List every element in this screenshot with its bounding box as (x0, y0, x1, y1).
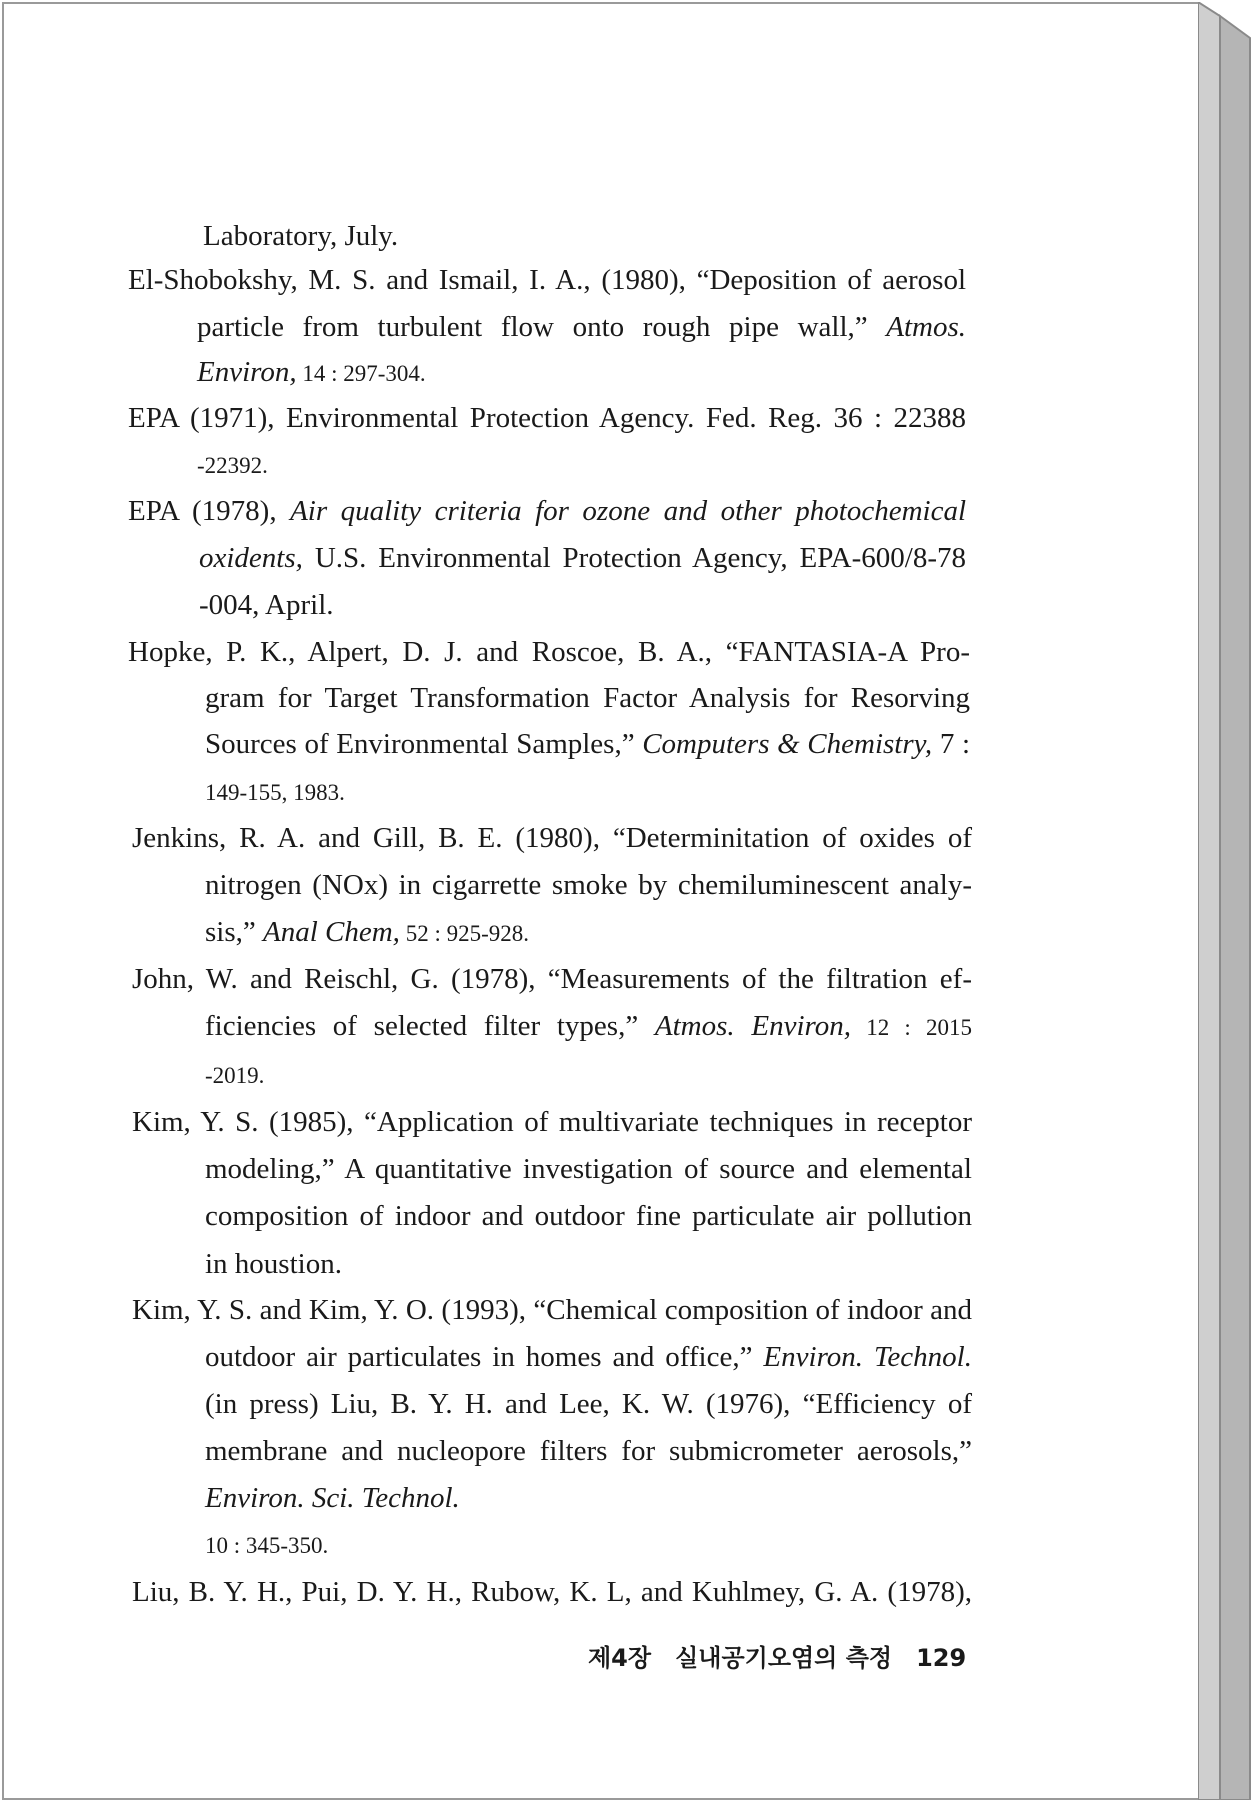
ref-line: nitrogen (NOx) in cigarrette smoke by chemiluminescent analy- (205, 869, 972, 901)
ref-line: Liu, B. Y. H., Pui, D. Y. H., Rubow, K. L, and Kuhlmey, G. A. (1978), (132, 1576, 972, 1608)
ref-line: Laboratory, July. (203, 220, 399, 252)
chapter-label: 제4장 (588, 1644, 652, 1672)
ref-line: EPA (1971), Environmental Protection Agency. Fed. Reg. 36 : 22388 (128, 402, 966, 434)
ref-line: ficiencies of selected filter types,” Atmos. Environ, 12 : 2015 (205, 1010, 973, 1042)
page-number: 129 (916, 1644, 967, 1672)
ref-line: Kim, Y. S. and Kim, Y. O. (1993), “Chemical composition of indoor and (132, 1294, 972, 1326)
ref-line: membrane and nucleopore filters for submicrometer aerosols,” (205, 1435, 972, 1467)
ref-line: Kim, Y. S. (1985), “Application of multivariate techniques in receptor (132, 1106, 972, 1138)
ref-line: particle from turbulent flow onto rough pipe wall,” Atmos. (197, 311, 966, 343)
ref-line: Environ, 14 : 297-304. (197, 356, 426, 388)
ref-line: Environ. Sci. Technol. (205, 1482, 460, 1514)
ref-line: modeling,” A quantitative investigation of source and elemental (205, 1153, 972, 1185)
page-footer (588, 1638, 990, 1673)
ref-line: 149-155, 1983. (205, 780, 345, 805)
ref-line: John, W. and Reischl, G. (1978), “Measurements of the filtration ef- (132, 963, 972, 995)
ref-line: -22392. (197, 453, 268, 478)
ref-line: 10 : 345-350. (205, 1533, 329, 1558)
ref-line: gram for Target Transformation Factor Analysis for Resorving (205, 682, 970, 714)
ref-line: oxidents, U.S. Environmental Protection Agency, EPA-600/8-78 (199, 542, 966, 574)
ref-line: sis,” Anal Chem, 52 : 925-928. (205, 916, 529, 948)
ref-line: -004, April. (199, 589, 334, 621)
ref-line: Hopke, P. K., Alpert, D. J. and Roscoe, B. A., “FANTASIA-A Pro- (128, 636, 970, 668)
ref-line: EPA (1978), Air quality criteria for ozone and other photochemical (128, 495, 966, 527)
chapter-title: 실내공기오염의 측정 (675, 1644, 893, 1672)
ref-line: outdoor air particulates in homes and office,” Environ. Technol. (205, 1341, 972, 1373)
ref-line: El-Shobokshy, M. S. and Ismail, I. A., (1980), “Deposition of aerosol (128, 264, 966, 296)
ref-line: Sources of Environmental Samples,” Computers & Chemistry, 7 : (205, 728, 970, 760)
ref-line: -2019. (205, 1063, 265, 1088)
ref-line: in houstion. (205, 1248, 342, 1280)
ref-line: Jenkins, R. A. and Gill, B. E. (1980), “Determinitation of oxides of (132, 822, 972, 854)
ref-line: composition of indoor and outdoor fine particulate air pollution (205, 1200, 972, 1232)
ref-line: (in press) Liu, B. Y. H. and Lee, K. W. (1976), “Efficiency of (205, 1388, 972, 1420)
